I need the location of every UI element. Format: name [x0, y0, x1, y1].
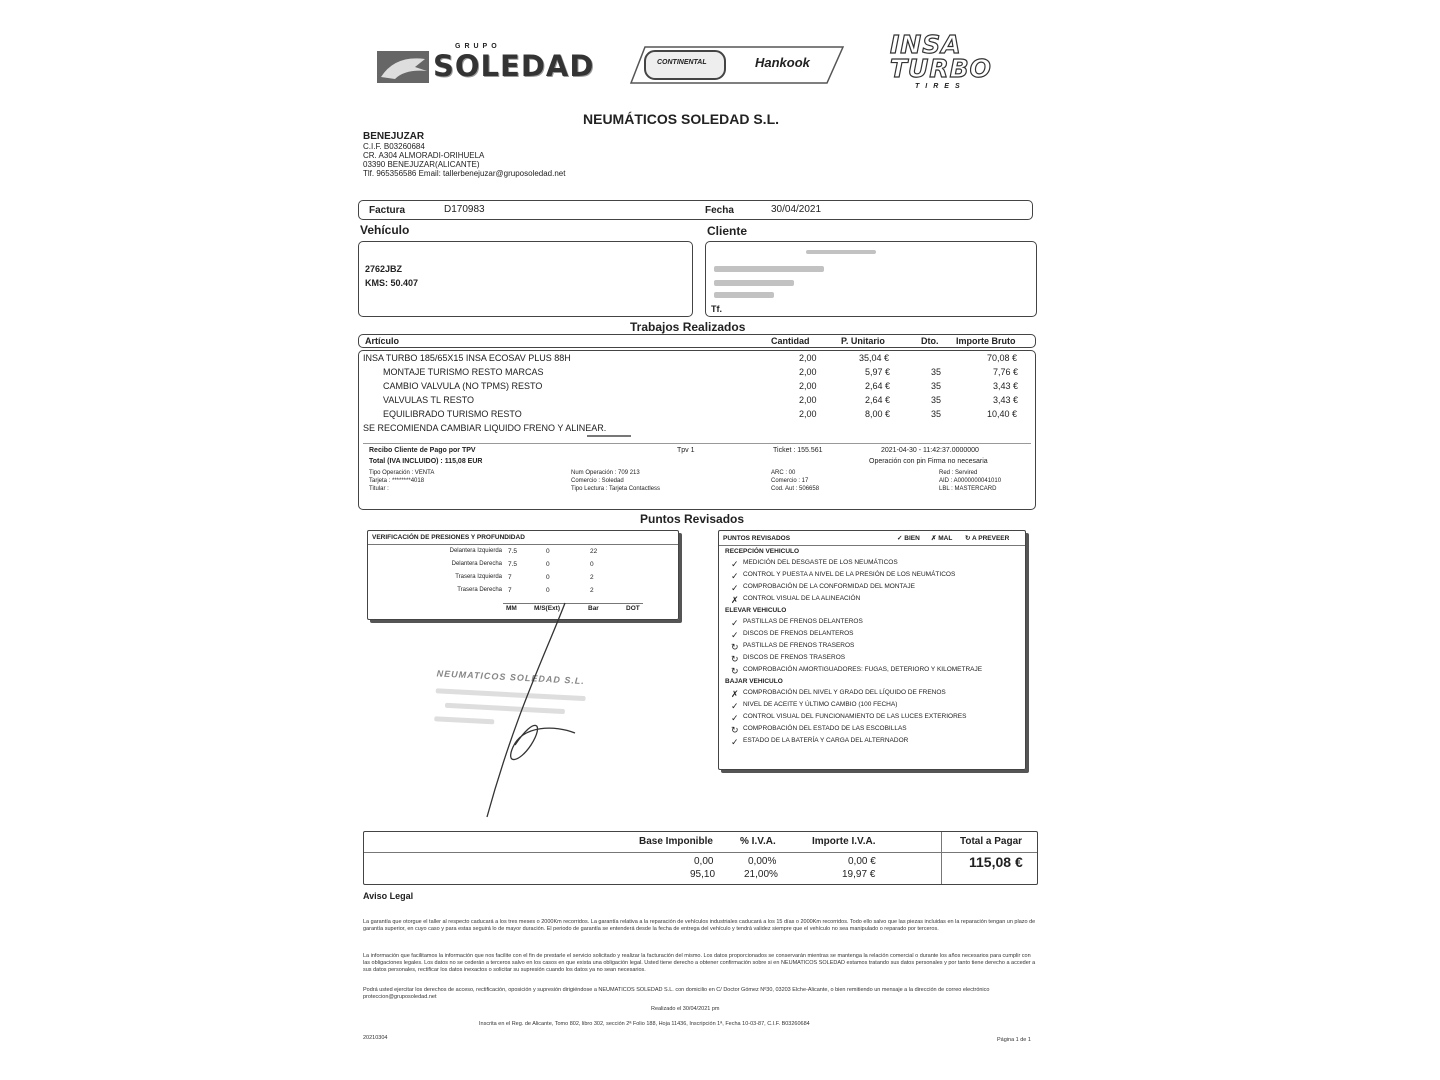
stamp-text: NEUMATICOS SOLEDAD S.L.	[436, 668, 586, 687]
row-cantidad: 2,00	[799, 395, 817, 405]
legal-registry: Inscrita en el Reg. de Alicante, Tomo 802, libro 302, sección 2ª Folio 188, Hoja 11436, Inscripción 1ª, Fecha 10-03-87, C.I.F. B03260684	[479, 1021, 810, 1027]
signature-icon	[475, 595, 595, 825]
pending-mark-icon: ↻	[731, 654, 739, 664]
client-tel-label: Tf.	[711, 304, 722, 314]
tyre-label: Delantera Izquierda	[449, 548, 502, 554]
check-text: NIVEL DE ACEITE Y ÚLTIMO CAMBIO (100 FECHA)	[743, 701, 898, 708]
list-item	[719, 618, 1019, 629]
row-unitario: 2,64 €	[865, 395, 891, 405]
tpv-field: LBL : MASTERCARD	[939, 486, 997, 492]
table-row	[368, 574, 678, 587]
list-item	[719, 725, 1019, 736]
row-importe: 3,43 €	[993, 395, 1019, 405]
check-text: COMPROBACIÓN DE LA CONFORMIDAD DEL MONTAJE	[743, 583, 915, 590]
check-text: MEDICIÓN DEL DESGASTE DE LOS NEUMÁTICOS	[743, 559, 898, 566]
company-address: CR. A304 ALMORADI-ORIHUELA	[363, 151, 485, 160]
row-unitario: 2,64 €	[865, 381, 891, 391]
pressure-divider	[368, 544, 678, 545]
pressure-footer-mm: MM	[506, 605, 517, 612]
tyre-label: Trasera Izquierda	[455, 574, 502, 580]
row-importe: 7,76 €	[993, 367, 1019, 377]
tpv-field: Titular :	[369, 486, 389, 492]
invoice-header-bar	[358, 200, 1033, 220]
check-mark-icon: ✓	[731, 559, 739, 569]
legal-paragraph-1: La garantía que otorgue el taller al respecto caducará a los tres meses o 2000Km recorridos. La garantía relativa a la reparación de vehículos industriales caducará a los 15 días o 2000Km recorridos. Todo ello salvo que las piezas incluidas en la reparación tengan un plazo de garantía superior, en cuyo caso y para estas seguirá lo de mayor duración. El periodo de garantía se entenderá desde la fecha de entrega del vehículo y tendrá validez siempre que el vehículo no sea manipulado o reparado por terceros.	[363, 919, 1036, 932]
table-row	[359, 409, 1033, 423]
hankook-brand: Hankook	[755, 55, 810, 70]
pressure-footer-dot: DOT	[626, 605, 640, 612]
pending-mark-icon: ↻	[731, 666, 739, 676]
check-text: COMPROBACIÓN AMORTIGUADORES: FUGAS, DETERIORO Y KILOMETRAJE	[743, 666, 983, 673]
row-articulo: MONTAJE TURISMO RESTO MARCAS	[383, 367, 544, 377]
col-importe: Importe Bruto	[956, 336, 1016, 346]
points-title: PUNTOS REVISADOS	[723, 535, 791, 542]
check-mark-icon: ✓	[731, 713, 739, 723]
totals-pct-value: 0,00%	[748, 856, 777, 867]
totals-pct-header: % I.V.A.	[740, 836, 776, 847]
col-dto: Dto.	[921, 336, 939, 346]
pressure-title: VERIFICACIÓN DE PRESIONES Y PROFUNDIDAD	[372, 534, 525, 541]
check-text: COMPROBACIÓN DEL NIVEL Y GRADO DEL LÍQUIDO DE FRENOS	[743, 689, 946, 696]
factura-number: D170983	[444, 204, 485, 215]
vehicle-heading: Vehículo	[360, 223, 410, 237]
pressure-footer-bar: Bar	[588, 605, 599, 612]
redacted-mark	[806, 250, 876, 254]
soledad-wordmark: SOLEDAD	[433, 49, 595, 83]
legend-pending: ↻ A PREVEER	[965, 535, 1010, 542]
factura-label: Factura	[369, 205, 406, 216]
totals-base-value: 0,00	[694, 856, 714, 867]
tyre-mm: 7	[508, 587, 512, 594]
totals-divider	[364, 852, 1037, 853]
works-body	[358, 350, 1036, 510]
company-name: NEUMÁTICOS SOLEDAD S.L.	[583, 111, 780, 127]
check-mark-icon: ✓	[731, 571, 739, 581]
invoice-page	[355, 25, 1045, 1065]
document-code: 20210304	[363, 1035, 388, 1041]
row-importe: 3,43 €	[993, 381, 1019, 391]
tyre-m: 0	[546, 574, 550, 581]
pressure-footer-ms: M/S(Ext)	[534, 605, 560, 612]
row-importe: 70,08 €	[987, 353, 1018, 363]
cross-mark-icon: ✗	[731, 689, 739, 699]
row-dto: 35	[931, 367, 942, 377]
group-heading: ELEVAR VEHICULO	[725, 607, 787, 614]
tpv-field: Cod. Aut : 506658	[771, 486, 820, 492]
tyre-bar: 2	[590, 587, 594, 594]
list-item	[719, 583, 1019, 594]
row-unitario: 35,04 €	[859, 353, 890, 363]
row-unitario: 8,00 €	[865, 409, 891, 419]
recommendation-row	[359, 423, 1033, 437]
tyre-label: Delantera Derecha	[451, 561, 502, 567]
totals-base-header: Base Imponible	[639, 836, 713, 847]
checks-heading: Puntos Revisados	[640, 512, 745, 526]
table-row	[368, 548, 678, 561]
fecha-label: Fecha	[705, 205, 734, 216]
list-item	[719, 642, 1019, 653]
row-articulo: CAMBIO VALVULA (NO TPMS) RESTO	[383, 381, 543, 391]
insa-turbo-logo	[890, 30, 1020, 93]
company-cif: C.I.F. B03260684	[363, 142, 425, 151]
tpv-field: Red : Servired	[939, 470, 978, 476]
soledad-group-label: GRUPO	[455, 43, 501, 50]
row-importe: 10,40 €	[987, 409, 1018, 419]
tyre-m: 0	[546, 561, 550, 568]
check-text: ESTADO DE LA BATERÍA Y CARGA DEL ALTERNADOR	[743, 737, 909, 744]
center-sub-brand: CONTINENTAL	[657, 59, 707, 66]
row-articulo: INSA TURBO 185/65X15 INSA ECOSAV PLUS 88H	[363, 353, 571, 363]
list-item	[719, 666, 1019, 677]
pending-mark-icon: ↻	[731, 642, 739, 652]
tyre-bar: 22	[590, 548, 598, 555]
company-postal: 03390 BENEJUZAR(ALICANTE)	[363, 160, 480, 169]
totals-box	[363, 831, 1038, 885]
eagle-icon	[375, 49, 431, 85]
tyre-label: Trasera Derecha	[457, 587, 502, 593]
tpv-total: Total (IVA INCLUIDO) : 115,08 EUR	[369, 458, 483, 465]
legend-ok: ✓ BIEN	[897, 535, 920, 542]
row-cantidad: 2,00	[799, 367, 817, 377]
row-articulo: VALVULAS TL RESTO	[383, 395, 475, 405]
legal-printed-date: Realizado el 30/04/2021 pm	[651, 1006, 720, 1012]
recommendation-text: SE RECOMIENDA CAMBIAR LIQUIDO FRENO Y ALINEAR.	[363, 423, 607, 433]
tpv-datetime: 2021-04-30 - 11:42:37.0000000	[881, 447, 979, 454]
group-heading: RECEPCIÓN VEHICULO	[725, 548, 800, 555]
tpv-field: AID : A0000000041010	[939, 478, 1002, 484]
list-item	[719, 689, 1019, 700]
table-row	[359, 353, 1033, 367]
fecha-value: 30/04/2021	[771, 204, 822, 215]
tpv-field: Comercio : Soledad	[571, 478, 624, 484]
client-box	[705, 241, 1037, 317]
tpv-field: ARC : 00	[771, 470, 796, 476]
row-dto: 35	[931, 395, 942, 405]
col-unitario: P. Unitario	[841, 336, 885, 346]
check-text: DISCOS DE FRENOS TRASEROS	[743, 654, 846, 661]
tpv-field: Tipo Operación : VENTA	[369, 470, 435, 476]
check-mark-icon: ✓	[731, 701, 739, 711]
tpv-title: Recibo Cliente de Pago por TPV	[369, 447, 476, 454]
check-text: PASTILLAS DE FRENOS DELANTEROS	[743, 618, 863, 625]
totals-col-divider	[941, 832, 942, 884]
tyre-m: 0	[546, 548, 550, 555]
totals-pct-value: 21,00%	[744, 869, 778, 880]
list-item	[719, 595, 1019, 606]
points-box	[718, 530, 1026, 770]
insa-turbo-wordmark: INSA TURBO	[890, 30, 992, 83]
works-column-header	[358, 334, 1036, 348]
totals-total-header: Total a Pagar	[960, 836, 1023, 847]
redacted-mark	[714, 266, 824, 272]
tyre-bar: 0	[590, 561, 594, 568]
group-heading: BAJAR VEHICULO	[725, 678, 783, 685]
list-item	[719, 701, 1019, 712]
tpv-field: Tarjeta : ********4018	[369, 478, 425, 484]
works-heading: Trabajos Realizados	[630, 320, 746, 334]
vehicle-box	[358, 241, 693, 317]
check-mark-icon: ✓	[731, 737, 739, 747]
tpv-operation-note: Operación con pin Firma no necesaria	[869, 458, 988, 465]
row-cantidad: 2,00	[799, 409, 817, 419]
legal-paragraph-3: Podrá usted ejercitar los derechos de acceso, rectificación, oposición y supresión dirigiéndose a NEUMATICOS SOLEDAD S.L. con domicilio en C/ Doctor Gómez Nº30, 03203 Elche-Alicante, o bien remitiendo un mensaje a la dirección de correo electrónico proteccion@gruposoledad.net	[363, 987, 990, 1000]
soledad-logo	[375, 43, 595, 87]
tyre-mm: 7.5	[508, 561, 518, 568]
list-item	[719, 571, 1019, 582]
col-cantidad: Cantidad	[771, 336, 810, 346]
total-to-pay: 115,08 €	[969, 854, 1023, 870]
table-row	[359, 395, 1033, 409]
legal-heading: Aviso Legal	[363, 891, 414, 901]
page-number: Página 1 de 1	[997, 1037, 1031, 1043]
partner-logos	[627, 43, 847, 87]
tpv-col4	[939, 469, 1001, 493]
vehicle-kms: KMS: 50.407	[365, 278, 419, 288]
vehicle-plate: 2762JBZ	[365, 264, 403, 274]
legend-bad: ✗ MAL	[931, 535, 953, 542]
company-town: BENEJUZAR	[363, 131, 425, 142]
check-text: DISCOS DE FRENOS DELANTEROS	[743, 630, 854, 637]
tpv-field: Comercio : 17	[771, 478, 809, 484]
tpv-divider	[363, 443, 1031, 444]
list-item	[719, 737, 1019, 748]
totals-base-value: 95,10	[690, 869, 716, 880]
check-text: CONTROL VISUAL DE LA ALINEACIÓN	[743, 595, 861, 602]
row-unitario: 5,97 €	[865, 367, 891, 377]
list-item	[719, 654, 1019, 665]
tyre-bar: 2	[590, 574, 594, 581]
list-item	[719, 630, 1019, 641]
check-text: COMPROBACIÓN DEL ESTADO DE LAS ESCOBILLAS	[743, 725, 907, 732]
row-articulo: EQUILIBRADO TURISMO RESTO	[383, 409, 522, 419]
row-dto: 35	[931, 409, 942, 419]
totals-iva-value: 0,00 €	[848, 856, 876, 867]
table-row	[368, 561, 678, 574]
tpv-field: Num Operación : 709 213	[571, 470, 640, 476]
tpv-ticket: Ticket : 155.561	[773, 447, 823, 454]
company-address-block	[363, 131, 565, 178]
check-text: CONTROL VISUAL DEL FUNCIONAMIENTO DE LAS LUCES EXTERIORES	[743, 713, 967, 720]
list-item	[719, 559, 1019, 570]
points-divider	[719, 545, 1025, 546]
tyre-mm: 7	[508, 574, 512, 581]
insa-tagline: TIRES	[915, 83, 966, 90]
tpv-number: Tpv 1	[677, 447, 695, 454]
redacted-mark	[714, 280, 794, 286]
totals-iva-value: 19,97 €	[842, 869, 876, 880]
client-heading: Cliente	[707, 224, 748, 238]
table-row	[359, 381, 1033, 395]
check-text: CONTROL Y PUESTA A NIVEL DE LA PRESIÓN DE LOS NEUMÁTICOS	[743, 571, 956, 578]
row-cantidad: 2,00	[799, 381, 817, 391]
check-mark-icon: ✓	[731, 618, 739, 628]
underline-mark	[587, 435, 631, 437]
check-mark-icon: ✓	[731, 583, 739, 593]
tyre-m: 0	[546, 587, 550, 594]
list-item	[719, 713, 1019, 724]
tyre-mm: 7.5	[508, 548, 518, 555]
pending-mark-icon: ↻	[731, 725, 739, 735]
tpv-field: Tipo Lectura : Tarjeta Contactless	[571, 486, 661, 492]
tpv-col3	[771, 469, 819, 493]
company-contact: Tlf. 965356586 Email: tallerbenejuzar@gruposoledad.net	[363, 169, 566, 178]
redacted-mark	[714, 292, 774, 298]
row-dto: 35	[931, 381, 942, 391]
cross-mark-icon: ✗	[731, 595, 739, 605]
row-cantidad: 2,00	[799, 353, 817, 363]
totals-iva-header: Importe I.V.A.	[812, 836, 876, 847]
tpv-col1	[369, 469, 434, 493]
tpv-col2	[571, 469, 660, 493]
col-articulo: Artículo	[365, 336, 400, 346]
table-row	[359, 367, 1033, 381]
legal-paragraph-2: La información que facilitamos la información que nos facilite con el fin de prestarle el servicio solicitado y realizar la facturación del mismo. Los datos proporcionados se conservarán mientras se mantenga la relación comercial o durante los años necesarios para cumplir con las obligaciones legales. Los datos no se cederán a terceros salvo en los casos en que exista una obligación legal. Usted tiene derecho a obtener confirmación sobre si en NEUMATICOS SOLEDAD estamos tratando sus datos personales y por tanto tiene derecho a acceder a sus datos personales, rectificar los datos inexactos o solicitar su supresión cuando los datos ya no sean necesarios.	[363, 953, 1036, 973]
check-mark-icon: ✓	[731, 630, 739, 640]
check-text: PASTILLAS DE FRENOS TRASEROS	[743, 642, 855, 649]
